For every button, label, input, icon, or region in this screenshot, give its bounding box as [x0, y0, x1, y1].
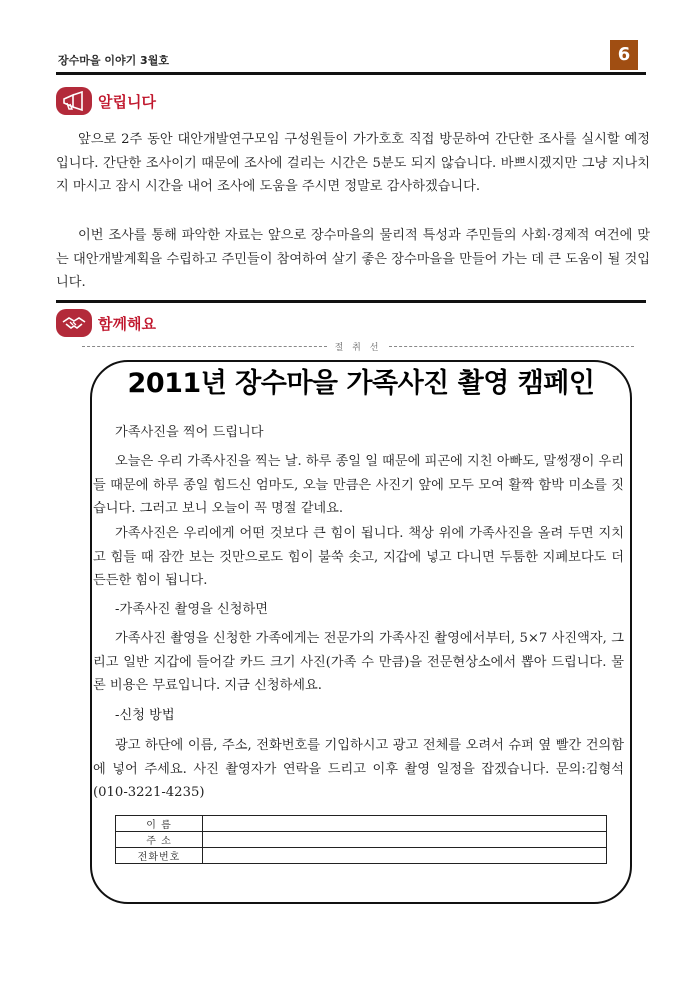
apply-body: 가족사진 촬영을 신청한 가족에게는 전문가의 가족사진 촬영에서부터, 5×7 사진액자, 그리고 일반 지갑에 들어갈 카드 크기 사진(가족 수 만큼)을 전문현상소에서 뽑아 드립니다. 물론 비용은 무료입니다. 지금 신청하세요. [93, 631, 624, 693]
page-number: 6 [610, 40, 638, 70]
handshake-icon [56, 309, 92, 337]
section-rule [56, 300, 646, 303]
form-row-name [116, 816, 607, 832]
cut-line-text: 절 취 선 [334, 343, 382, 353]
phone-field[interactable] [203, 848, 607, 864]
notice-label: 알립니다 [98, 92, 156, 111]
together-section-heading [56, 309, 156, 337]
form-row-address [116, 832, 607, 848]
cut-line [82, 340, 634, 353]
notice-paragraph-1: 앞으로 2주 동안 대안개발연구모임 구성원들이 가가호호 직접 방문하여 간단한 조사를 실시할 예정입니다. 간단한 조사이기 때문에 조사에 걸리는 시간은 5분도 되지 않습니다. 바쁘시겠지만 그냥 지나치지 마시고 잠시 시간을 내어 조사에 도움을 주시면 정말로 감사하겠습니다. [56, 132, 650, 194]
name-field[interactable] [203, 816, 607, 832]
address-label: 주 소 [116, 832, 203, 848]
method-body: 광고 하단에 이름, 주소, 전화번호를 기입하시고 광고 전체를 오려서 슈퍼 옆 빨간 건의함에 넣어 주세요. 사진 촬영자가 연락을 드리고 이후 촬영 일정을 잡겠습니다. 문의:김형석(010-3221-4235) [93, 738, 624, 800]
method-heading: -신청 방법 [115, 708, 175, 723]
application-form [115, 815, 607, 864]
notice-paragraph-2: 이번 조사를 통해 파악한 자료는 앞으로 장수마을의 물리적 특성과 주민들의 사회·경제적 여건에 맞는 대안개발계획을 수립하고 주민들이 참여하여 살기 좋은 장수마을을 만들어 가는 데 큰 도움이 될 것입니다. [56, 228, 650, 290]
campaign-paragraph-1: 오늘은 우리 가족사진을 찍는 날. 하루 종일 일 때문에 피곤에 지친 아빠도, 말썽쟁이 우리들 때문에 하루 종일 힘드신 엄마도, 오늘 만큼은 사진기 앞에 모두 모여 활짝 함박 미소를 짓습니다. 그러고 보니 오늘이 꼭 명절 같네요. [93, 454, 624, 516]
name-label: 이 름 [116, 816, 203, 832]
newsletter-title: 장수마을 이야기 3월호 [58, 54, 169, 67]
campaign-title: 2011년 장수마을 가족사진 촬영 캠페인 [127, 368, 595, 399]
form-row-phone [116, 848, 607, 864]
campaign-intro: 가족사진을 찍어 드립니다 [115, 425, 264, 440]
together-label: 함께해요 [98, 314, 156, 333]
apply-heading: -가족사진 촬영을 신청하면 [115, 602, 268, 617]
header-rule [56, 72, 646, 75]
campaign-paragraph-2: 가족사진은 우리에게 어떤 것보다 큰 힘이 됩니다. 책상 위에 가족사진을 올려 두면 지치고 힘들 때 잠깐 보는 것만으로도 힘이 불쑥 솟고, 지갑에 넣고 다니면 두툼한 지폐보다도 더 든든한 힘이 됩니다. [93, 526, 624, 588]
cut-line-dash-left [82, 346, 327, 347]
notice-section-heading [56, 87, 156, 115]
megaphone-icon [56, 87, 92, 115]
phone-label: 전화번호 [116, 848, 203, 864]
address-field[interactable] [203, 832, 607, 848]
cut-line-dash-right [389, 346, 634, 347]
